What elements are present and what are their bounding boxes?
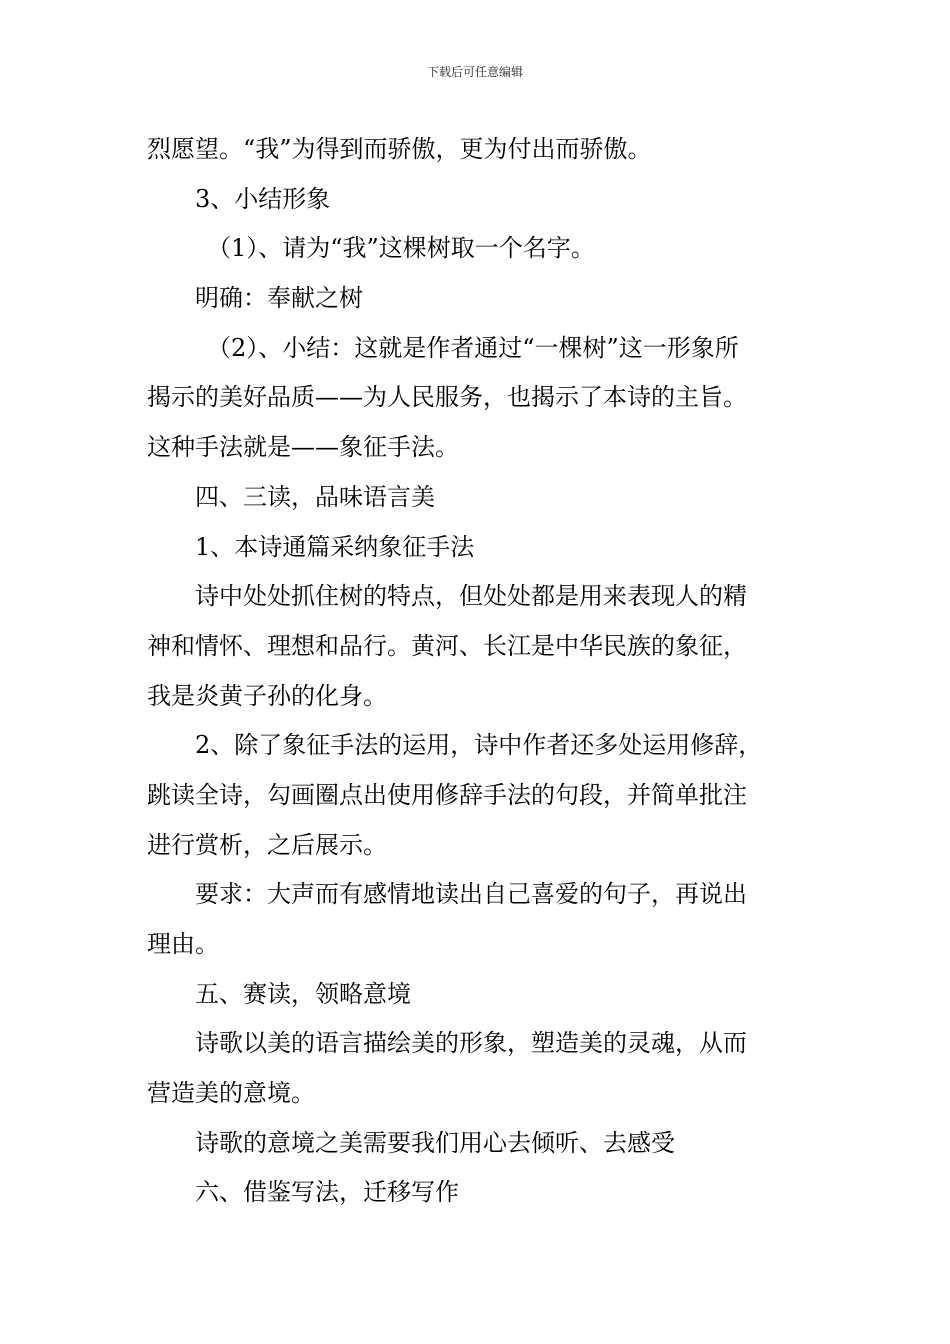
text-line: 我是炎黄子孙的化身。: [147, 681, 387, 710]
text-line: 跳读全诗，勾画圈点出使用修辞手法的句段，并简单批注: [147, 780, 747, 809]
section-heading: 五、赛读，领略意境: [195, 979, 411, 1008]
text-line: 诗歌以美的语言描绘美的形象，塑造美的灵魂，从而: [195, 1029, 747, 1058]
text-line: 要求：大声而有感情地读出自己喜爱的句子，再说出: [195, 880, 747, 909]
text-line: 揭示的美好品质——为人民服务，也揭示了本诗的主旨。: [147, 383, 747, 412]
text-line: 烈愿望。“我”为得到而骄傲，更为付出而骄傲。: [147, 135, 652, 163]
text-line: 明确：奉献之树: [195, 284, 363, 313]
text-line: 诗中处处抓住树的特点，但处处都是用来表现人的精: [195, 582, 747, 611]
text-line: （2）、小结：这就是作者通过“一棵树”这一形象所: [207, 333, 739, 362]
section-heading: 2、除了象征手法的运用，诗中作者还多处运用修辞，: [195, 731, 763, 760]
text-line: 理由。: [147, 930, 219, 958]
document-body: [147, 125, 807, 1218]
section-heading: 四、三读，品味语言美: [195, 482, 435, 511]
section-heading: 六、借鉴写法，迁移写作: [195, 1178, 459, 1207]
text-line: 进行赏析，之后展示。: [147, 830, 387, 859]
text-line: （1）、请为“我”这棵树取一个名字。: [207, 234, 595, 263]
section-heading: 1、本诗通篇采纳象征手法: [195, 532, 475, 561]
page-header: 下载后可任意编辑: [426, 65, 523, 79]
text-line: 神和情怀、理想和品行。黄河、长江是中华民族的象征，: [147, 631, 747, 660]
text-line: 营造美的意境。: [147, 1079, 315, 1108]
text-line: 这种手法就是——象征手法。: [147, 433, 459, 462]
section-heading: 3、小结形象: [195, 184, 331, 213]
text-line: 诗歌的意境之美需要我们用心去倾听、去感受: [195, 1128, 675, 1157]
